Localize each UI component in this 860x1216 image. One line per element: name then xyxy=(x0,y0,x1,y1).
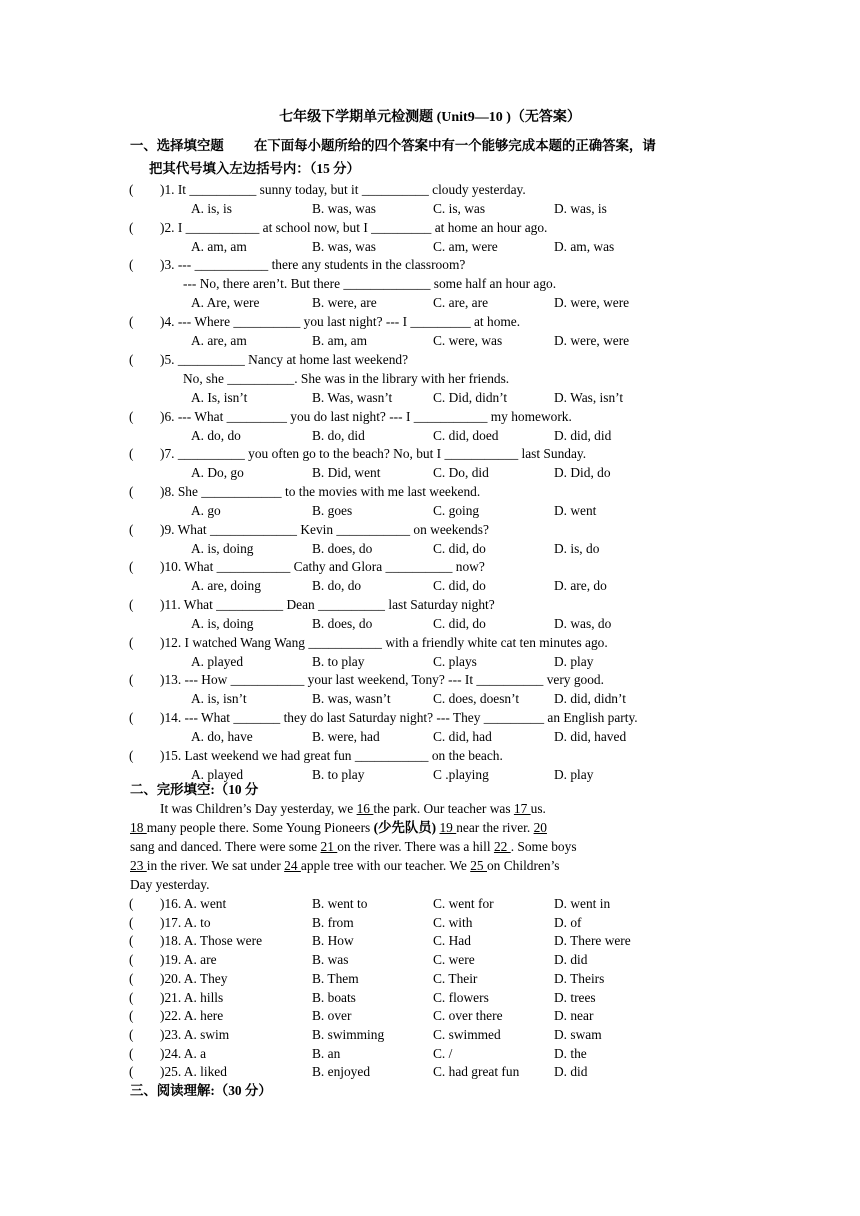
page-title: 七年级下学期单元检测题 (Unit9—10 )（无答案） xyxy=(279,110,581,125)
answer-paren: ( xyxy=(129,351,134,367)
answer-option: D. went in xyxy=(554,896,611,911)
answer-paren: ( xyxy=(129,1045,134,1061)
answer-option: A. do, do xyxy=(191,427,241,443)
answer-option: C. is, was xyxy=(433,201,486,216)
answer-option: D. did, haved xyxy=(554,729,627,745)
answer-option: C. did, had xyxy=(433,729,492,745)
question-stem: )12. I watched Wang Wang ___________ with a friendly white cat ten minutes ago. xyxy=(160,634,608,650)
question-stem: )11. What __________ Dean __________ last Saturday night? xyxy=(160,597,495,612)
cloze-question: )16. A. went xyxy=(160,896,227,911)
question-stem: )10. What ___________ Cathy and Glora __________ now? xyxy=(160,559,485,575)
answer-option: B. went to xyxy=(312,896,368,911)
question-stem-continued: No, she __________. She was in the library with her friends. xyxy=(183,370,510,386)
answer-option: C. swimmed xyxy=(433,1026,501,1042)
answer-option: B. from xyxy=(312,914,354,930)
answer-option: B. does, do xyxy=(312,540,373,556)
answer-option: D. Was, isn’t xyxy=(554,389,624,405)
answer-option: D. of xyxy=(554,914,582,930)
blank-24: 24 xyxy=(284,858,301,873)
answer-option: C .playing xyxy=(433,766,489,782)
cloze-question: )25. A. liked xyxy=(160,1064,227,1080)
section1-instruction-a: 在下面每小题所给的四个答案中有一个能够完成本题的正确答案，请 xyxy=(254,138,656,153)
answer-option: A. Are, were xyxy=(191,295,260,311)
answer-option: B. over xyxy=(312,1008,352,1024)
answer-option: D. am, was xyxy=(554,238,615,254)
answer-option: D. Did, do xyxy=(554,465,611,481)
answer-option: C. are, are xyxy=(433,295,489,311)
passage-line-4 xyxy=(130,856,560,875)
passage-text: sang and danced. There were some xyxy=(130,839,321,854)
section1-instruction-b: 把其代号填入左边括号内：（15 分） xyxy=(149,161,360,176)
answer-paren: ( xyxy=(129,989,134,1005)
answer-paren: ( xyxy=(129,1064,134,1080)
answer-option: B. do, do xyxy=(312,578,362,594)
answer-option: D. did xyxy=(554,952,588,968)
answer-option: C. Did, didn’t xyxy=(433,389,508,405)
cloze-question: )22. A. here xyxy=(160,1008,224,1024)
question-stem: )6. --- What _________ you do last night? --- I ___________ my homework. xyxy=(160,408,572,424)
section1-heading: 一、选择填空题 xyxy=(130,138,224,153)
cloze-question: )20. A. They xyxy=(160,970,228,986)
blank-23: 23 xyxy=(130,858,147,873)
section2-heading: 二、完形填空:（10 分 xyxy=(130,782,259,797)
answer-paren: ( xyxy=(129,521,134,537)
answer-option: C. did, doed xyxy=(433,427,499,443)
answer-paren: ( xyxy=(129,672,134,688)
answer-option: D. There were xyxy=(554,933,631,949)
blank-16: 16 xyxy=(356,801,374,816)
answer-option: B. swimming xyxy=(312,1026,385,1042)
answer-option: C. flowers xyxy=(433,989,489,1005)
question-stem: )8. She ____________ to the movies with me last weekend. xyxy=(160,483,481,499)
answer-option: D. were, were xyxy=(554,333,630,349)
cloze-question: )19. A. are xyxy=(160,952,217,968)
question-stem: )14. --- What _______ they do last Saturday night? --- They _________ an English party. xyxy=(160,710,638,726)
blank-21: 21 xyxy=(320,839,338,854)
answer-option: D. near xyxy=(554,1008,594,1024)
passage-text: many people there. Some Young Pioneers xyxy=(146,820,374,835)
answer-paren: ( xyxy=(129,710,134,726)
answer-paren: ( xyxy=(129,446,134,462)
answer-option: B. was xyxy=(312,952,349,968)
passage-text: us. xyxy=(530,801,546,816)
answer-option: C. going xyxy=(433,502,480,518)
question-stem-continued: --- No, there aren’t. But there _____________ some half an hour ago. xyxy=(183,276,557,292)
answer-option: B. was, was xyxy=(312,238,376,254)
passage-text: on the river. There was a hill xyxy=(337,839,494,854)
answer-paren: ( xyxy=(129,408,134,424)
answer-option: C. were, was xyxy=(433,333,503,349)
answer-paren: ( xyxy=(129,257,134,273)
answer-option: D. was, do xyxy=(554,616,612,631)
answer-option: C. am, were xyxy=(433,238,498,254)
answer-option: A. are, am xyxy=(191,333,247,349)
question-stem: )1. It __________ sunny today, but it __________ cloudy yesterday. xyxy=(160,182,526,197)
answer-paren: ( xyxy=(129,634,134,650)
answer-option: D. were, were xyxy=(554,295,630,311)
answer-option: B. boats xyxy=(312,989,356,1005)
cloze-question: )21. A. hills xyxy=(160,989,224,1005)
answer-option: B. am, am xyxy=(312,333,368,349)
answer-option: B. was, wasn’t xyxy=(312,691,391,707)
cloze-question: )17. A. to xyxy=(160,914,211,930)
answer-option: B. was, was xyxy=(312,201,376,216)
passage-line-3 xyxy=(130,837,577,856)
blank-22: 22 xyxy=(493,839,511,854)
passage-note: (少先队员) xyxy=(373,820,437,835)
passage-text: apple tree with our teacher. We xyxy=(300,858,471,873)
answer-option: C. did, do xyxy=(433,578,486,594)
answer-option: A. are, doing xyxy=(191,578,261,594)
passage-text: on Children’s xyxy=(486,858,560,873)
blank-20: 20 xyxy=(533,820,547,835)
answer-paren: ( xyxy=(129,219,134,235)
passage-text: the park. Our teacher was xyxy=(373,801,514,816)
passage-line-5: Day yesterday. xyxy=(130,877,210,892)
cloze-question: )23. A. swim xyxy=(160,1026,230,1042)
answer-option: D. the xyxy=(554,1045,587,1061)
passage-line-2 xyxy=(130,818,547,837)
answer-option: A. played xyxy=(191,766,244,782)
answer-option: B. were, had xyxy=(312,729,380,745)
answer-option: B. do, did xyxy=(312,427,365,443)
answer-paren: ( xyxy=(129,952,134,968)
answer-option: C. with xyxy=(433,914,473,930)
question-stem: )5. __________ Nancy at home last weekend? xyxy=(160,351,409,367)
answer-paren: ( xyxy=(129,970,134,986)
answer-option: D. play xyxy=(554,653,594,669)
question-stem: )7. __________ you often go to the beach? No, but I ___________ last Sunday. xyxy=(160,446,587,462)
answer-option: A. am, am xyxy=(191,238,247,254)
answer-option: D. did xyxy=(554,1064,588,1080)
blank-19: 19 xyxy=(439,820,457,835)
answer-option: C. does, doesn’t xyxy=(433,691,520,707)
answer-option: D. did, did xyxy=(554,427,612,443)
answer-option: B. Was, wasn’t xyxy=(312,389,393,405)
answer-option: C. over there xyxy=(433,1008,503,1024)
answer-paren: ( xyxy=(129,914,134,930)
answer-option: B. an xyxy=(312,1045,341,1061)
answer-option: A. Do, go xyxy=(191,465,244,481)
passage-text: in the river. We sat under xyxy=(146,858,285,873)
answer-option: C. Had xyxy=(433,933,471,949)
answer-option: A. is, doing xyxy=(191,540,254,556)
answer-option: B. to play xyxy=(312,766,365,782)
answer-option: B. How xyxy=(312,933,354,949)
answer-option: D. are, do xyxy=(554,578,607,594)
answer-paren: ( xyxy=(129,747,134,763)
question-stem: )13. --- How ___________ your last weekend, Tony? --- It __________ very good. xyxy=(160,672,604,688)
answer-paren: ( xyxy=(129,1026,134,1042)
answer-option: C. Their xyxy=(433,970,478,986)
answer-option: C. did, do xyxy=(433,540,486,556)
answer-option: B. to play xyxy=(312,653,365,669)
answer-paren: ( xyxy=(129,1008,134,1024)
blank-17: 17 xyxy=(513,801,531,816)
answer-paren: ( xyxy=(129,559,134,575)
question-stem: )15. Last weekend we had great fun ___________ on the beach. xyxy=(160,747,503,763)
answer-option: B. Did, went xyxy=(312,465,381,481)
answer-option: B. Them xyxy=(312,970,359,986)
question-stem: )4. --- Where __________ you last night? --- I _________ at home. xyxy=(160,314,521,330)
blank-18: 18 xyxy=(130,820,147,835)
answer-option: A. do, have xyxy=(191,729,253,745)
answer-option: A. played xyxy=(191,653,244,669)
answer-paren: ( xyxy=(129,483,134,499)
answer-option: C. went for xyxy=(433,896,494,911)
question-stem: )9. What _____________ Kevin ___________ on weekends? xyxy=(160,521,489,537)
answer-option: D. was, is xyxy=(554,201,607,216)
answer-paren: ( xyxy=(129,182,134,197)
section3-heading: 三、阅读理解:（30 分） xyxy=(130,1083,272,1098)
passage-text: It was Children’s Day yesterday, we xyxy=(160,801,357,816)
answer-option: D. Theirs xyxy=(554,970,605,986)
answer-paren: ( xyxy=(129,896,134,911)
answer-option: C. plays xyxy=(433,653,477,669)
answer-option: D. trees xyxy=(554,989,596,1005)
answer-option: D. did, didn’t xyxy=(554,691,626,707)
answer-option: A. Is, isn’t xyxy=(191,389,248,405)
answer-option: C. / xyxy=(433,1045,453,1061)
answer-option: B. were, are xyxy=(312,295,377,311)
answer-option: C. had great fun xyxy=(433,1064,520,1080)
answer-option: D. is, do xyxy=(554,540,600,556)
answer-option: B. enjoyed xyxy=(312,1064,371,1080)
question-stem: )2. I ___________ at school now, but I _________ at home an hour ago. xyxy=(160,219,548,235)
answer-paren: ( xyxy=(129,933,134,949)
answer-option: A. go xyxy=(191,502,221,518)
answer-option: C. were xyxy=(433,952,475,968)
answer-option: B. goes xyxy=(312,502,353,518)
question-stem: )3. --- ___________ there any students in the classroom? xyxy=(160,257,466,273)
passage-text: . Some boys xyxy=(510,839,577,854)
blank-25: 25 xyxy=(470,858,487,873)
answer-option: C. Do, did xyxy=(433,465,489,481)
passage-text: near the river. xyxy=(456,820,534,835)
answer-option: C. did, do xyxy=(433,616,486,631)
answer-option: D. swam xyxy=(554,1026,602,1042)
answer-option: A. is, is xyxy=(191,201,232,216)
answer-option: A. is, isn’t xyxy=(191,691,247,707)
cloze-question: )18. A. Those were xyxy=(160,933,263,949)
answer-option: A. is, doing xyxy=(191,616,254,631)
answer-paren: ( xyxy=(129,597,134,612)
passage-line-1 xyxy=(160,799,546,818)
answer-option: D. play xyxy=(554,766,594,782)
answer-option: B. does, do xyxy=(312,616,373,631)
cloze-question: )24. A. a xyxy=(160,1045,207,1061)
answer-option: D. went xyxy=(554,502,597,518)
answer-paren: ( xyxy=(129,314,134,330)
